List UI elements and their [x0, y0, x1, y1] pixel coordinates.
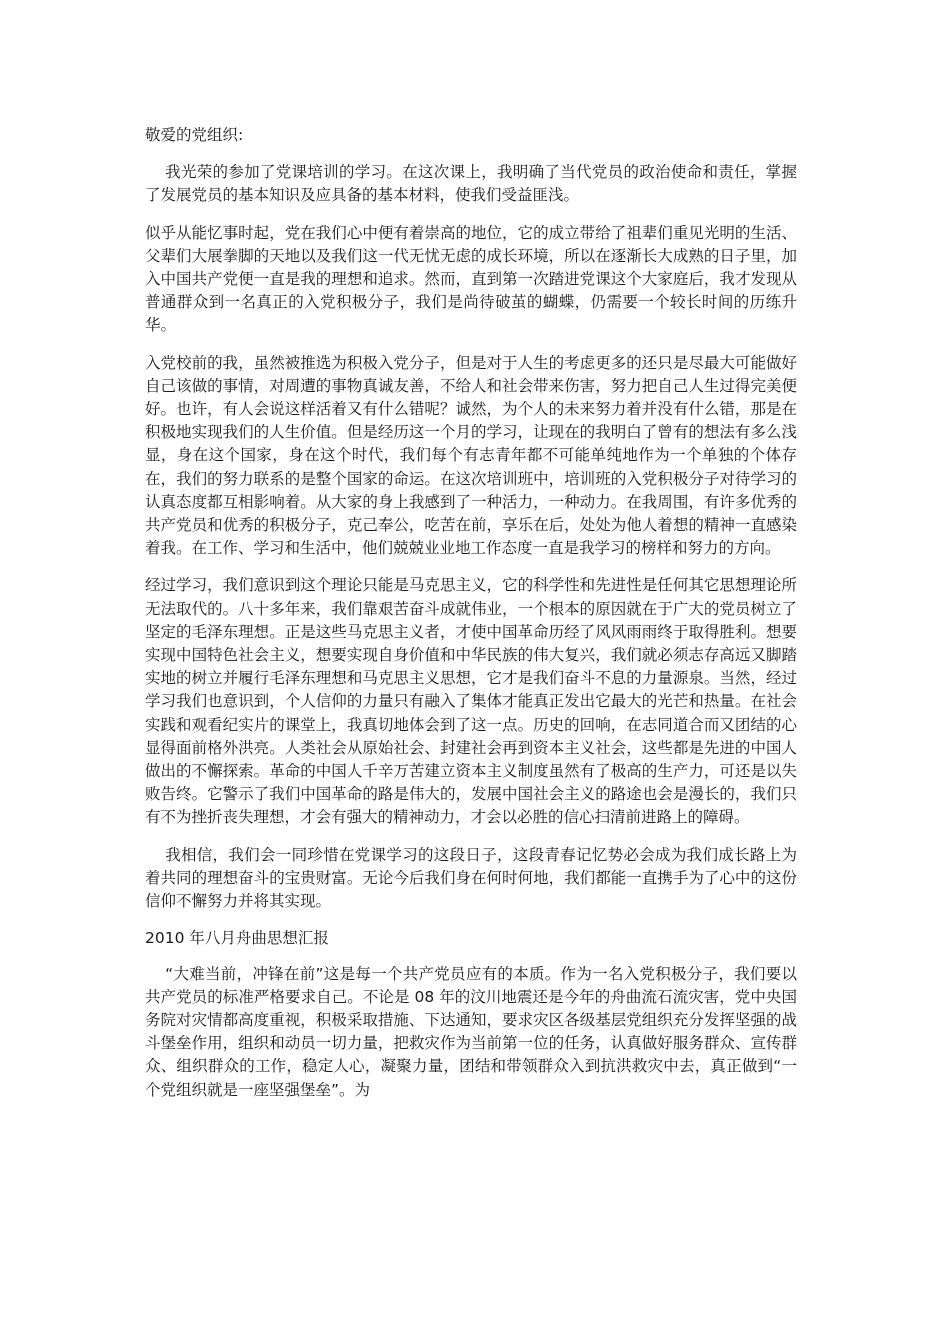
paragraph-before-school: 入党校前的我，虽然被推选为积极入党分子，但是对于人生的考虑更多的还只是尽最大可能做好自己该做的事情，对周遭的事物真诚友善，不给人和社会带来伤害，努力把自己人生过得完美便好。也许，有人会说这样活着又有什么错呢？诚然，为个人的未来努力着并没有什么错，那是在积极地实现我们的人生价值。但是经历这一个月的学习，让现在的我明白了曾有的想法有多么浅显，身在这个国家，身在这个时代，我们每个有志青年都不可能单纯地作为一个单独的个体存在，我们的努力联系的是整个国家的命运。在这次培训班中，培训班的入党积极分子对待学习的认真态度都互相影响着。从大家的身上我感到了一种活力，一种动力。在我周围，有许多优秀的共产党员和优秀的积极分子，克己奉公，吃苦在前，享乐在后，处处为他人着想的精神一直感染着我。在工作、学习和生活中，他们兢兢业业地工作态度一直是我学习的榜样和努力的方向。 [145, 353, 797, 558]
section-title: 2010 年八月舟曲思想汇报 [145, 929, 329, 948]
paragraph-memory: 似乎从能忆事时起，党在我们心中便有着崇高的地位，它的成立带给了祖辈们重见光明的生活、父辈们大展拳脚的天地以及我们这一代无忧无虑的成长环境，所以在逐渐长大成熟的日子里，加入中国共产党便一直是我的理想和追求。然而，直到第一次踏进党课这个大家庭后，我才发现从普通群众到一名真正的入党积极分子，我们是尚待破茧的蝴蝶，仍需要一个较长时间的历练升华。 [145, 223, 797, 335]
paragraph-conclusion: 我相信，我们会一同珍惜在党课学习的这段日子，这段青春记忆势必会成为我们成长路上为着共同的理想奋斗的宝贵财富。无论今后我们身在何时何地，我们都能一直携手为了心中的这份信仰不懈努力并将其实现。 [145, 845, 797, 911]
document-page [145, 124, 797, 1116]
salutation: 敬爱的党组织: [145, 126, 244, 144]
paragraph-zhouqu: “大难当前，冲锋在前”这是每一个共产党员应有的本质。作为一名入党积极分子，我们要以共产党员的标准严格要求自己。不论是 08 年的汶川地震还是今年的舟曲流石流灾害，党中央国务院对灾情都高度重视，积极采取措施、下达通知，要求灾区各级基层党组织充分发挥坚强的战斗堡垒作用，组织和动员一切力量，把救灾作为当前第一位的任务，认真做好服务群众、宣传群众、组织群众的工作，稳定人心，凝聚力量，团结和带领群众入到抗洪救灾中去，真正做到“一个党组织就是一座坚强堡垒”。为 [145, 964, 797, 1099]
paragraph-intro: 我光荣的参加了党课培训的学习。在这次课上，我明确了当代党员的政治使命和责任，掌握了发展党员的基本知识及应具备的基本材料，使我们受益匪浅。 [145, 163, 797, 205]
paragraph-marxism: 经过学习，我们意识到这个理论只能是马克思主义，它的科学性和先进性是任何其它思想理论所无法取代的。八十多年来，我们靠艰苦奋斗成就伟业，一个根本的原因就在于广大的党员树立了坚定的毛泽东理想。正是这些马克思主义者，才使中国革命历经了风风雨雨终于取得胜利。想要实现中国特色社会主义，想要实现自身价值和中华民族的伟大复兴，我们就必须志存高远又脚踏实地的树立并履行毛泽东理想和马克思主义思想，它才是我们奋斗不息的力量源泉。当然，经过学习我们也意识到，个人信仰的力量只有融入了集体才能真正发出它最大的光芒和热量。在社会实践和观看纪实片的课堂上，我真切地体会到了这一点。历史的回响，在志同道合而又团结的心显得面前格外洪亮。人类社会从原始社会、封建社会再到资本主义社会，这些都是先进的中国人做出的不懈探索。革命的中国人千辛万苦建立资本主义制度虽然有了极高的生产力，可还是以失败告终。它警示了我们中国革命的路是伟大的，发展中国社会主义的路途也会是漫长的，我们只有不为挫折丧失理想，才会有强大的精神动力，才会以必胜的信心扫清前进路上的障碍。 [145, 576, 797, 827]
